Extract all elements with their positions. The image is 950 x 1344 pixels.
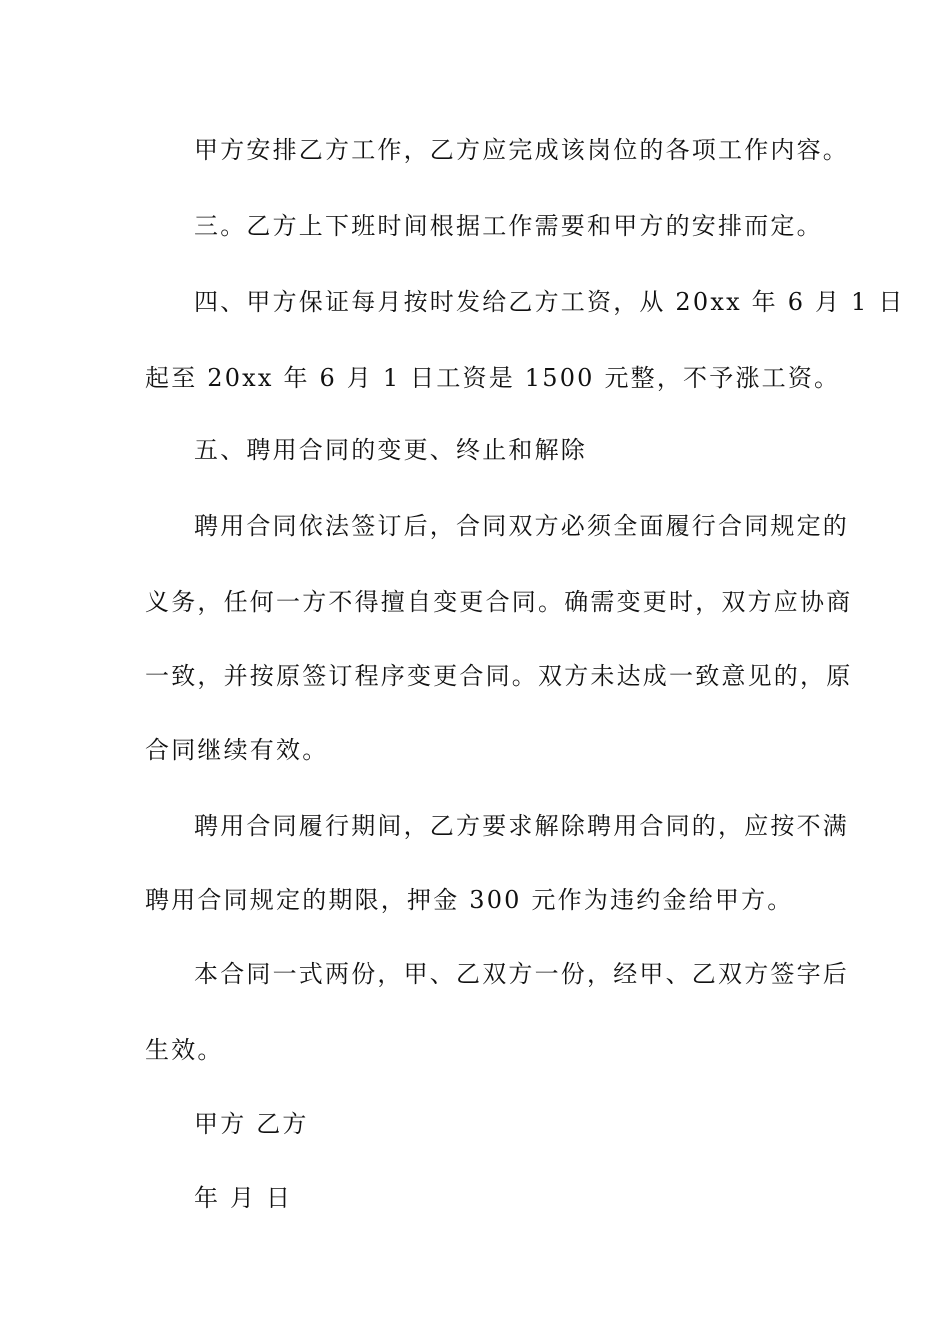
paragraph-line: 甲方安排乙方工作，乙方应完成该岗位的各项工作内容。 (194, 136, 849, 164)
paragraph-line: 本合同一式两份，甲、乙双方一份，经甲、乙双方签字后 (194, 960, 849, 988)
paragraph-line: 义务，任何一方不得擅自变更合同。确需变更时，双方应协商 (145, 588, 853, 616)
paragraph-line: 聘用合同履行期间，乙方要求解除聘用合同的，应按不满 (194, 812, 849, 840)
signature-date: 年 月 日 (194, 1184, 293, 1212)
section-heading: 五、聘用合同的变更、终止和解除 (194, 436, 587, 464)
signature-parties: 甲方 乙方 (194, 1110, 309, 1138)
paragraph-line: 四、甲方保证每月按时发给乙方工资，从 20xx 年 6 月 1 日 (194, 288, 905, 316)
paragraph-line: 聘用合同规定的期限，押金 300 元作为违约金给甲方。 (145, 886, 794, 914)
paragraph-line: 生效。 (145, 1036, 224, 1064)
paragraph-line: 聘用合同依法签订后，合同双方必须全面履行合同规定的 (194, 512, 849, 540)
paragraph-line: 三。乙方上下班时间根据工作需要和甲方的安排而定。 (194, 212, 823, 240)
paragraph-line: 起至 20xx 年 6 月 1 日工资是 1500 元整，不予涨工资。 (145, 364, 841, 392)
paragraph-line: 一致，并按原签订程序变更合同。双方未达成一致意见的，原 (145, 662, 853, 690)
paragraph-line: 合同继续有效。 (145, 736, 329, 764)
